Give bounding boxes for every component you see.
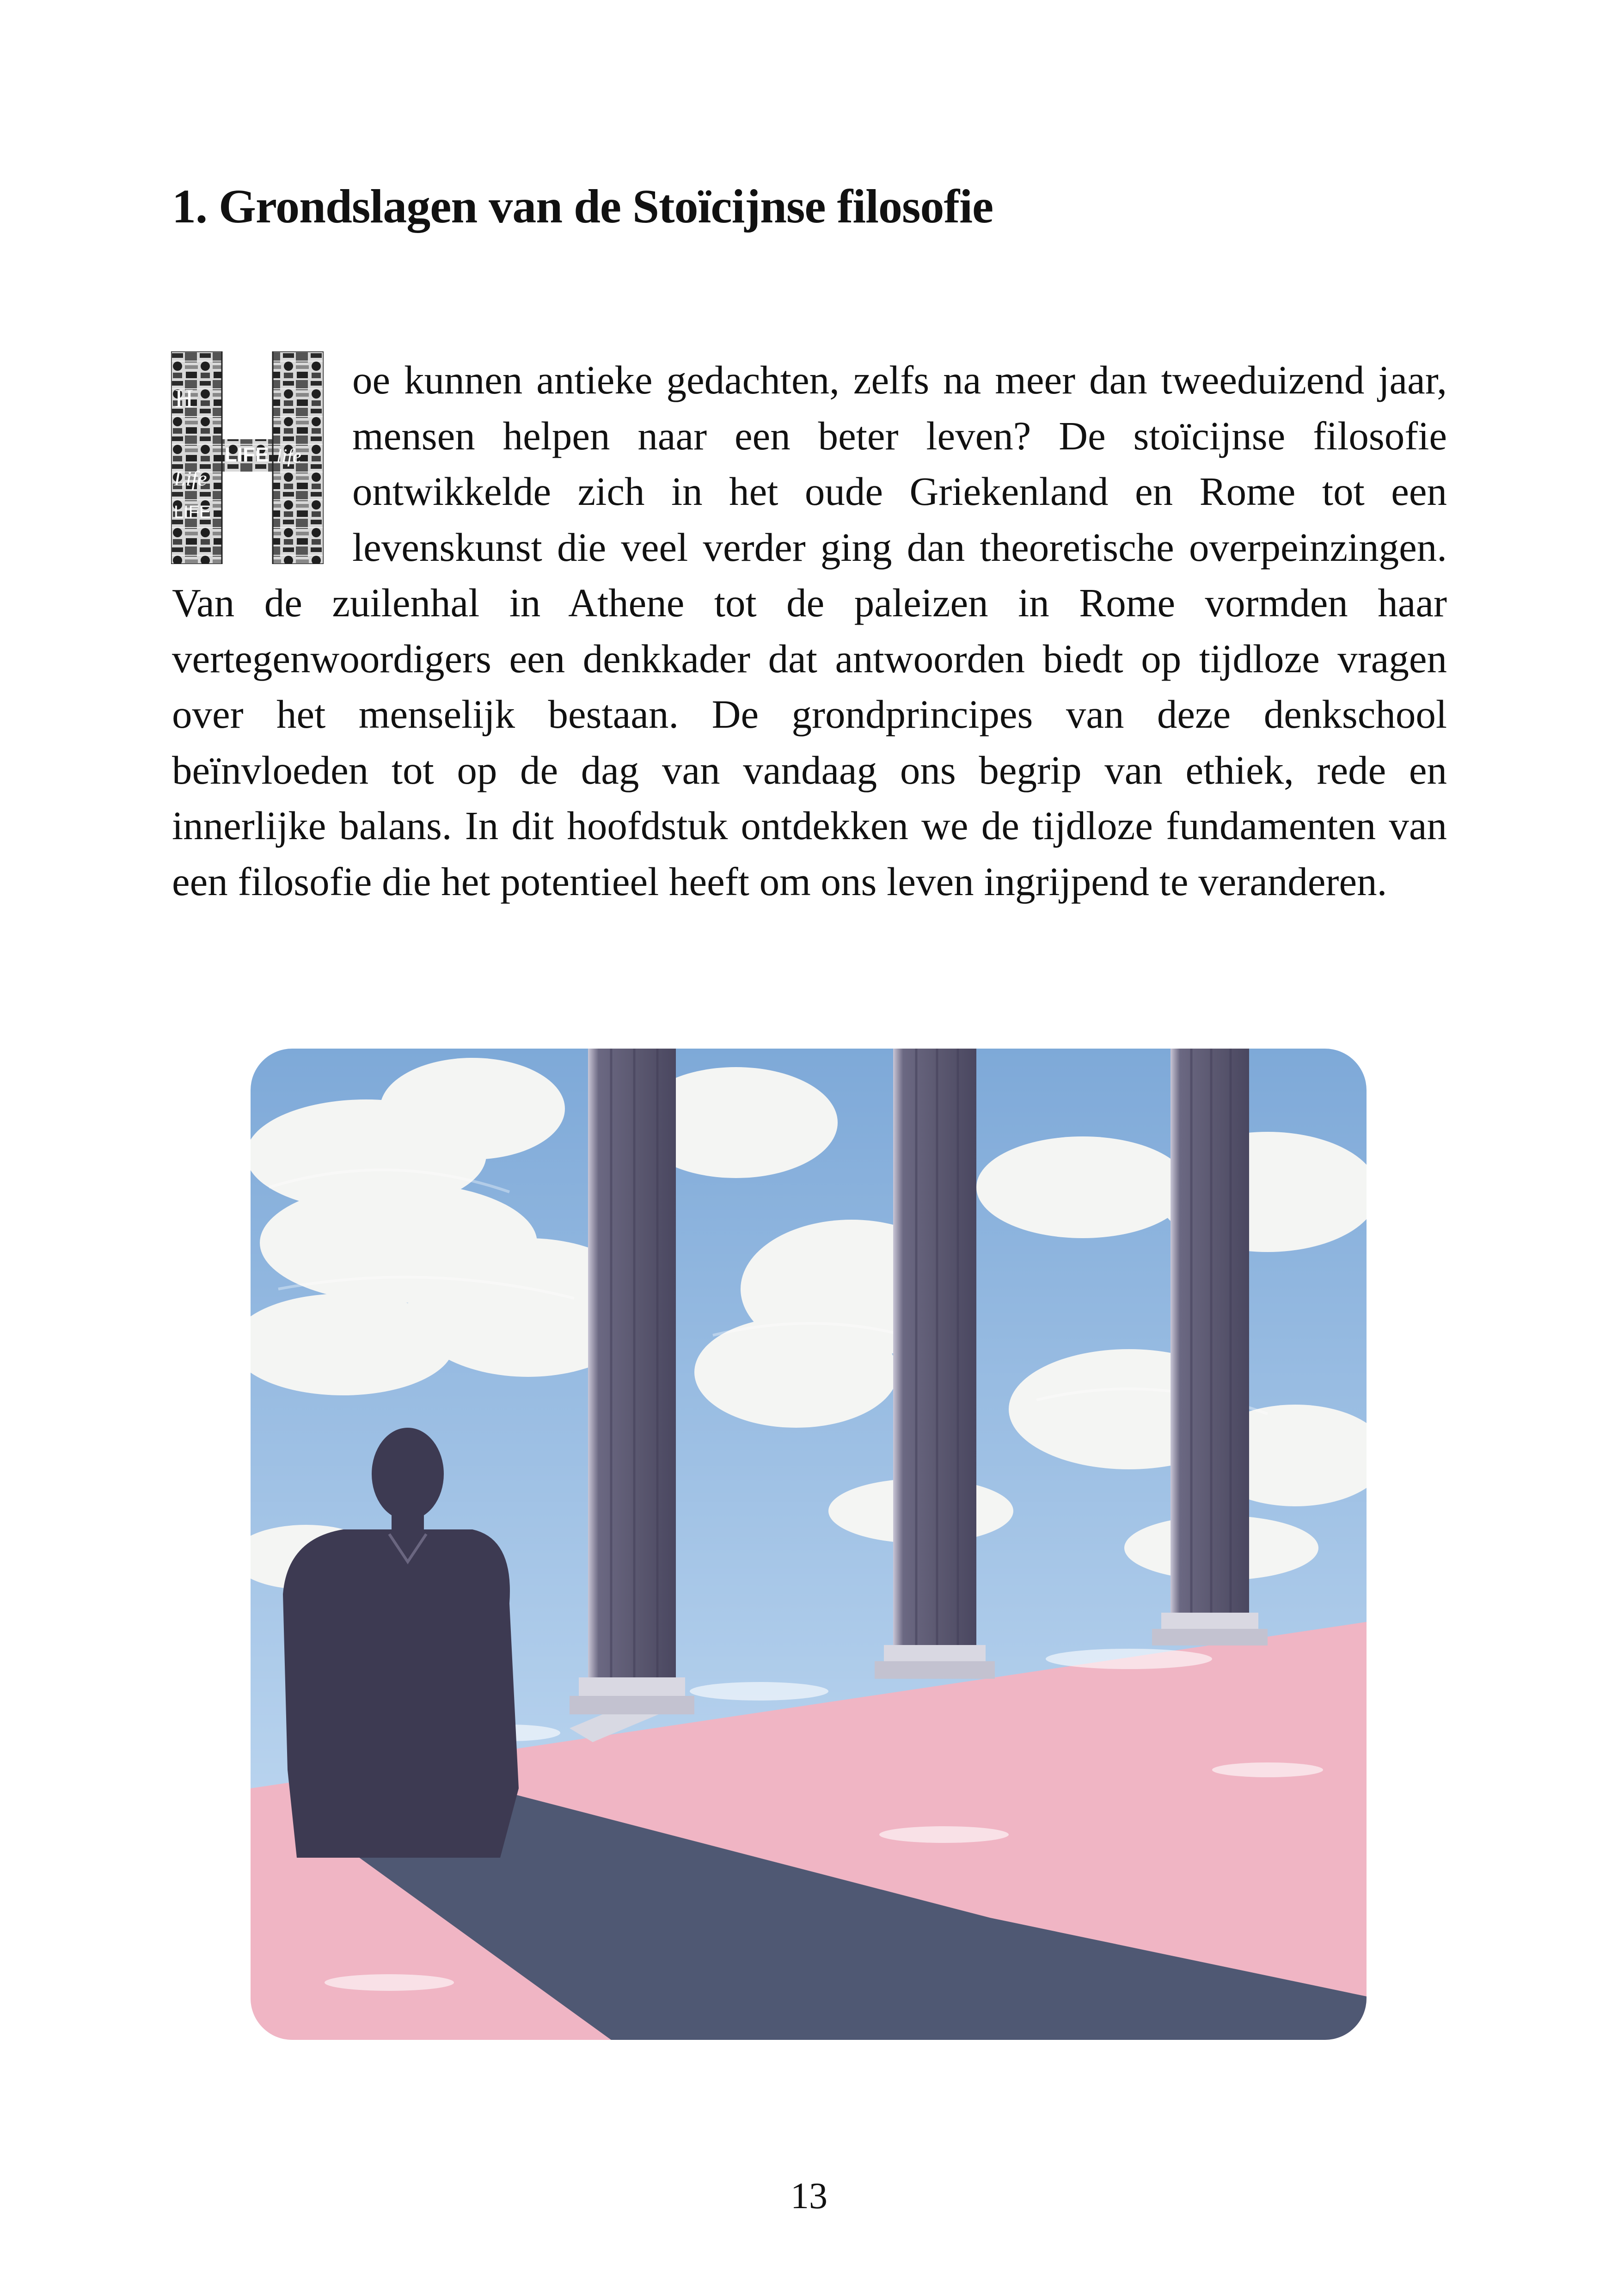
svg-text:H: H: [175, 384, 194, 413]
svg-text:life: life: [276, 446, 301, 467]
stoic-columns-illustration: [251, 1049, 1367, 2040]
svg-text:LIFE: LIFE: [174, 503, 211, 522]
svg-text:LIFE: LIFE: [225, 443, 269, 466]
svg-text:Life: Life: [174, 467, 207, 490]
intro-paragraph-text: oe kunnen antieke gedachten, zelfs na meer dan tweeduizend jaar, mensen helpen naar een beter leven? De stoïcijnse filosofie ontwikkelde zich in het oude Griekenland en Rome tot een levenskunst die veel verder ging dan theoretische overpeinzingen. Van de zuilenhal in Athene tot de paleizen in Rome vormden haar vertegenwoordigers een denkkader dat antwoorden biedt op tijdloze vragen over het menselijk bestaan. De grondprincipes van deze denkschool beïnvloeden tot op de dag van vandaag ons begrip van ethiek, rede en innerlijke balans. In dit hoofdstuk ontdekken we de tijdloze fundamenten van een filosofie die het potentieel heeft om ons leven ingrijpend te veranderen.: [172, 357, 1447, 904]
page-number: 13: [791, 2176, 827, 2216]
dropcap-space: [172, 352, 352, 574]
chapter-title: 1. Grondslagen van de Stoïcijnse filosofie: [172, 180, 993, 233]
intro-paragraph: [172, 352, 1447, 909]
